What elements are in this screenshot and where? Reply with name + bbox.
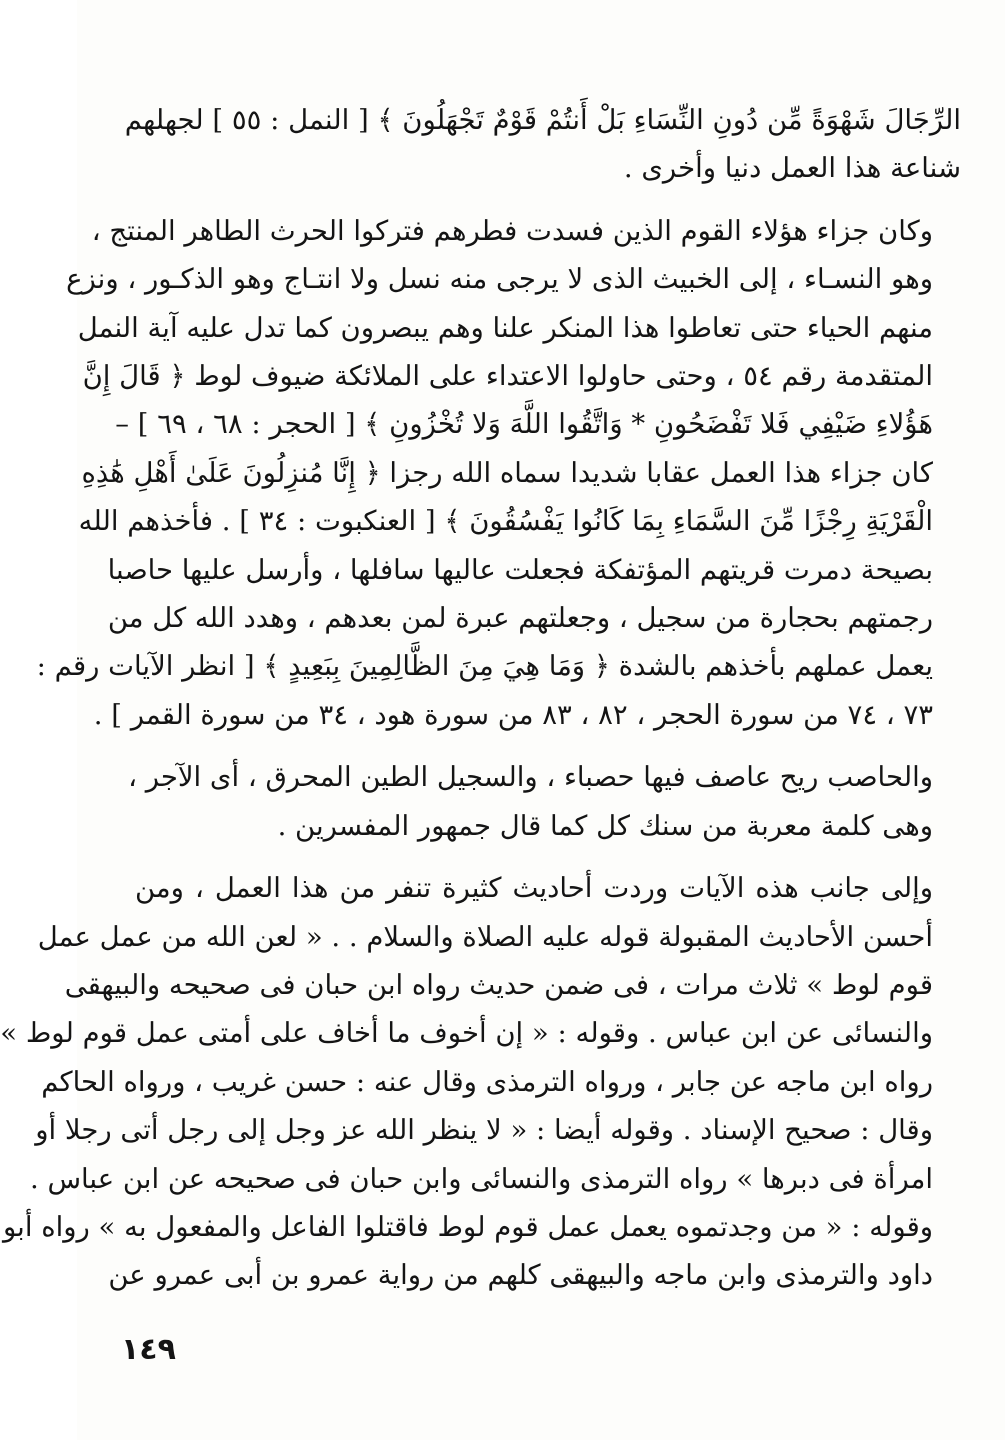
- text-line: كان جزاء هذا العمل عقابا شديدا سماه الله رجزا ﴿ إِنَّا مُنزِلُونَ عَلَىٰ أَهْلِ هَٰذِهِ: [81, 456, 933, 489]
- text-line: المتقدمة رقم ٥٤ ، وحتى حاولوا الاعتداء على الملائكة ضيوف لوط ﴿ قَالَ إِنَّ: [82, 360, 933, 393]
- paragraph-1: [124, 96, 961, 193]
- text-line: وإلى جانب هذه الآيات وردت أحاديث كثيرة تنفر من هذا العمل ، ومن: [135, 872, 933, 905]
- text-line: شناعة هذا العمل دنيا وأخرى .: [623, 152, 961, 185]
- text-line: الرِّجَالَ شَهْوَةً مِّن دُونِ النِّسَاءِ بَلْ أَنتُمْ قَوْمٌ تَجْهَلُونَ ﴾ [ النمل : ٥٥ ] لجهلهم: [124, 104, 961, 136]
- text-line: منهم الحياء حتى تعاطوا هذا المنكر علنا وهم يبصرون كما تدل عليه آية النمل: [77, 311, 933, 344]
- text-line: قوم لوط » ثلاث مرات ، فى ضمن حديث رواه ابن حبان فى صحيحه والبيهقى: [64, 968, 933, 1001]
- paragraph-2: [36, 207, 961, 739]
- text-line: ٧٣ ، ٧٤ من سورة الحجر ، ٨٢ ، ٨٣ من سورة هود ، ٣٤ من سورة القمر ] .: [93, 698, 933, 731]
- text-line: رجمتهم بحجارة من سجيل ، وجعلتهم عبرة لمن بعدهم ، وهدد الله كل من: [107, 602, 933, 635]
- text-line: والحاصب ريح عاصف فيها حصباء ، والسجيل الطين المحرق ، أى الآجر ،: [128, 761, 933, 794]
- text-line: وهى كلمة معربة من سنك كل كما قال جمهور المفسرين .: [277, 809, 933, 842]
- paragraph-4: [0, 864, 961, 1300]
- text-line: هَؤُلاءِ ضَيْفِي فَلا تَفْضَحُونِ * وَاتَّقُوا اللَّهَ وَلا تُخْزُونِ ﴾ [ الحجر : ٦٨ ، ٦٩ ] –: [115, 408, 933, 441]
- text-line: وقال : صحيح الإسناد . وقوله أيضا : « لا ينظر الله عز وجل إلى رجل أتى رجلا أو: [35, 1114, 933, 1147]
- text-line: الْقَرْيَةِ رِجْزًا مِّنَ السَّمَاءِ بِمَا كَانُوا يَفْسُقُونَ ﴾ [ العنكبوت : ٣٤ ] . فأخذهم الله: [78, 505, 933, 538]
- text-line: وهو النسـاء ، إلى الخبيث الذى لا يرجى منه نسل ولا انتـاج وهو الذكـور ، ونزع: [66, 263, 933, 296]
- body-text: [0, 96, 961, 1300]
- text-line: والنسائى عن ابن عباس . وقوله : « إن أخوف ما أخاف على أمتى عمل قوم لوط »: [0, 1017, 933, 1050]
- text-line: بصيحة دمرت قريتهم المؤتفكة فجعلت عاليها سافلها ، وأرسل عليها حاصبا: [107, 553, 933, 586]
- page-number: ١٤٩: [121, 1332, 176, 1367]
- text-line: يعمل عملهم بأخذهم بالشدة ﴿ وَمَا هِيَ مِنَ الظَّالِمِينَ بِبَعِيدٍ ﴾ [ انظر الآيات رقم :: [36, 650, 933, 683]
- text-line: رواه ابن ماجه عن جابر ، ورواه الترمذى وقال عنه : حسن غريب ، ورواه الحاكم: [41, 1065, 933, 1098]
- text-line: أحسن الأحاديث المقبولة قوله عليه الصلاة والسلام . . « لعن الله من عمل عمل: [37, 920, 933, 953]
- text-line: وقوله : « من وجدتموه يعمل عمل قوم لوط فاقتلوا الفاعل والمفعول به » رواه أبو: [2, 1210, 933, 1243]
- text-line: امرأة فى دبرها » رواه الترمذى والنسائى وابن حبان فى صحيحه عن ابن عباس .: [29, 1162, 933, 1195]
- text-line: وكان جزاء هؤلاء القوم الذين فسدت فطرهم فتركوا الحرث الطاهر المنتج ،: [91, 214, 933, 247]
- paragraph-3: [128, 753, 961, 850]
- text-line: داود والترمذى وابن ماجه والبيهقى كلهم من رواية عمرو بن أبى عمرو عن: [108, 1259, 933, 1292]
